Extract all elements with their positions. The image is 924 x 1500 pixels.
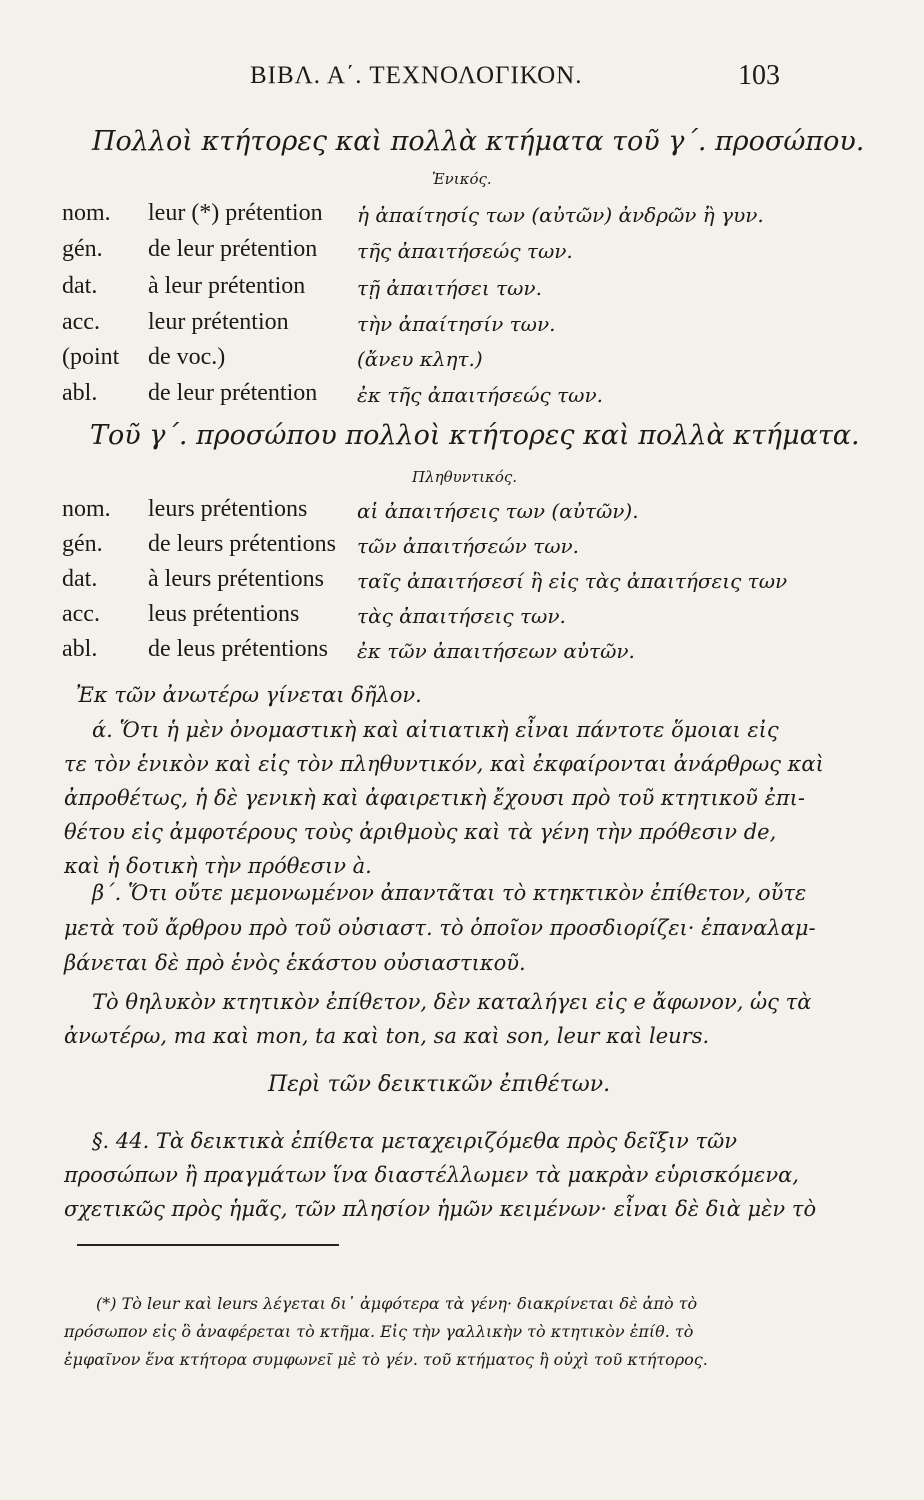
section44-line: §. 44. Τὰ δεικτικὰ ἐπίθετα μεταχειριζόμεθα πρὸς δεῖξιν τῶν [92,1129,737,1153]
french-form: leurs prétentions [148,496,308,522]
french-form: de leur prétention [148,236,318,262]
case-label: abl. [62,380,98,406]
french-form: à leurs prétentions [148,566,324,592]
french-form: leus prétentions [148,601,300,627]
intro-line: Ἐκ τῶν ἀνωτέρω γίνεται δῆλον. [76,683,422,707]
singular-heading: Πολλοὶ κτήτορες καὶ πολλὰ κτήματα τοῦ γ΄. προσώπου. [92,126,865,157]
paragraph-a-line: ά. Ὅτι ἡ μὲν ὀνομαστικὴ καὶ αἰτιατικὴ εἶναι πάντοτε ὅμοιαι εἰς [92,718,779,742]
french-form: leur prétention [148,309,289,335]
footnote-rule [77,1244,339,1246]
greek-translation: (ἄνευ κλητ.) [357,347,483,371]
greek-translation: τῶν ἀπαιτήσεών των. [357,534,580,558]
paragraph-c-line: ἀνωτέρω, ma καὶ mon, ta καὶ ton, sa καὶ son, leur καὶ leurs. [64,1024,710,1048]
declension-row [62,344,822,380]
declension-row [62,380,822,416]
greek-translation: τῆς ἀπαιτήσεώς των. [357,239,573,263]
paragraph-a-line: ἀπροθέτως, ἡ δὲ γενικὴ καὶ ἀφαιρετικὴ ἔχουσι πρὸ τοῦ κτητικοῦ ἐπι- [64,786,805,810]
case-label: gén. [62,236,103,262]
paragraph-a-line: καὶ ἡ δοτικὴ τὴν πρόθεσιν à. [64,854,372,878]
case-label: dat. [62,566,98,592]
footnote-line: (*) Τὸ leur καὶ leurs λέγεται δι᾽ ἀμφότερα τὰ γένη· διακρίνεται δὲ ἀπὸ τὸ [96,1294,698,1313]
section44-line: σχετικῶς πρὸς ἡμᾶς, τῶν πλησίον ἡμῶν κειμένων· εἶναι δὲ διὰ μὲν τὸ [64,1197,817,1221]
paragraph-a-line: θέτου εἰς ἀμφοτέρους τοὺς ἀριθμοὺς καὶ τὰ γένη τὴν πρόθεσιν de, [64,820,777,844]
declension-row [62,601,822,637]
greek-translation: τῇ ἀπαιτήσει των. [357,276,542,300]
section44-line: προσώπων ἢ πραγμάτων ἵνα διαστέλλωμεν τὰ μακρὰν εὑρισκόμενα, [64,1163,799,1187]
footnote-line: ἐμφαῖνον ἕνα κτήτορα συμφωνεῖ μὲ τὸ γέν. τοῦ κτήματος ἢ οὐχὶ τοῦ κτήτορος. [64,1350,708,1369]
case-label: (point [62,344,120,370]
plural-heading: Τοῦ γ΄. προσώπου πολλοὶ κτήτορες καὶ πολλὰ κτήματα. [90,420,860,451]
declension-row [62,636,822,672]
french-form: à leur prétention [148,273,306,299]
case-label: acc. [62,601,100,627]
singular-subheading: Ἑνικός. [432,170,492,188]
case-label: nom. [62,200,111,226]
paragraph-b-line: μετὰ τοῦ ἄρθρου πρὸ τοῦ οὐσιαστ. τὸ ὁποῖον προσδιορίζει· ἐπαναλαμ- [64,916,816,940]
greek-translation: τὰς ἀπαιτήσεις των. [357,604,566,628]
case-label: acc. [62,309,100,335]
plural-subheading: Πληθυντικός. [412,468,518,486]
case-label: abl. [62,636,98,662]
declension-row [62,273,822,309]
french-form: de leur prétention [148,380,318,406]
case-label: nom. [62,496,111,522]
footnote-line: πρόσωπον εἰς ὃ ἀναφέρεται τὸ κτῆμα. Εἰς τὴν γαλλικὴν τὸ κτητικὸν ἐπίθ. τὸ [64,1322,694,1341]
paragraph-a-line: τε τὸν ἑνικὸν καὶ εἰς τὸν πληθυντικόν, καὶ ἐκφαίρονται ἀνάρθρως καὶ [64,752,824,776]
declension-row [62,200,822,236]
paragraph-c-line: Τὸ θηλυκὸν κτητικὸν ἐπίθετον, δὲν καταλήγει εἰς e ἄφωνον, ὡς τὰ [92,990,812,1014]
section-title: Περὶ τῶν δεικτικῶν ἐπιθέτων. [268,1072,611,1097]
greek-translation: ἐκ τῆς ἀπαιτήσεώς των. [357,383,603,407]
greek-translation: ἡ ἀπαίτησίς των (αὐτῶν) ἀνδρῶν ἢ γυν. [357,203,764,227]
running-head: ΒΙΒΛ. Α΄. ΤΕΧΝΟΛΟΓΙΚΟΝ. [250,62,583,89]
paragraph-b-line: β΄. Ὅτι οὔτε μεμονωμένον ἀπαντᾶται τὸ κτηκτικὸν ἐπίθετον, οὔτε [92,881,807,905]
page-number: 103 [738,60,780,91]
declension-row [62,566,822,602]
declension-row [62,236,822,272]
declension-row [62,496,822,532]
french-form: de leurs prétentions [148,531,336,557]
greek-translation: ταῖς ἀπαιτήσεσί ἢ εἰς τὰς ἀπαιτήσεις των [357,569,788,593]
french-form: de leus prétentions [148,636,328,662]
greek-translation: ἐκ τῶν ἀπαιτήσεων αὐτῶν. [357,639,635,663]
french-form: leur (*) prétention [148,200,323,226]
greek-translation: τὴν ἀπαίτησίν των. [357,312,556,336]
declension-row [62,531,822,567]
greek-translation: αἱ ἀπαιτήσεις των (αὐτῶν). [357,499,639,523]
case-label: gén. [62,531,103,557]
declension-row [62,309,822,345]
paragraph-b-line: βάνεται δὲ πρὸ ἑνὸς ἑκάστου οὐσιαστικοῦ. [64,951,526,975]
french-form: de voc.) [148,344,226,370]
case-label: dat. [62,273,98,299]
